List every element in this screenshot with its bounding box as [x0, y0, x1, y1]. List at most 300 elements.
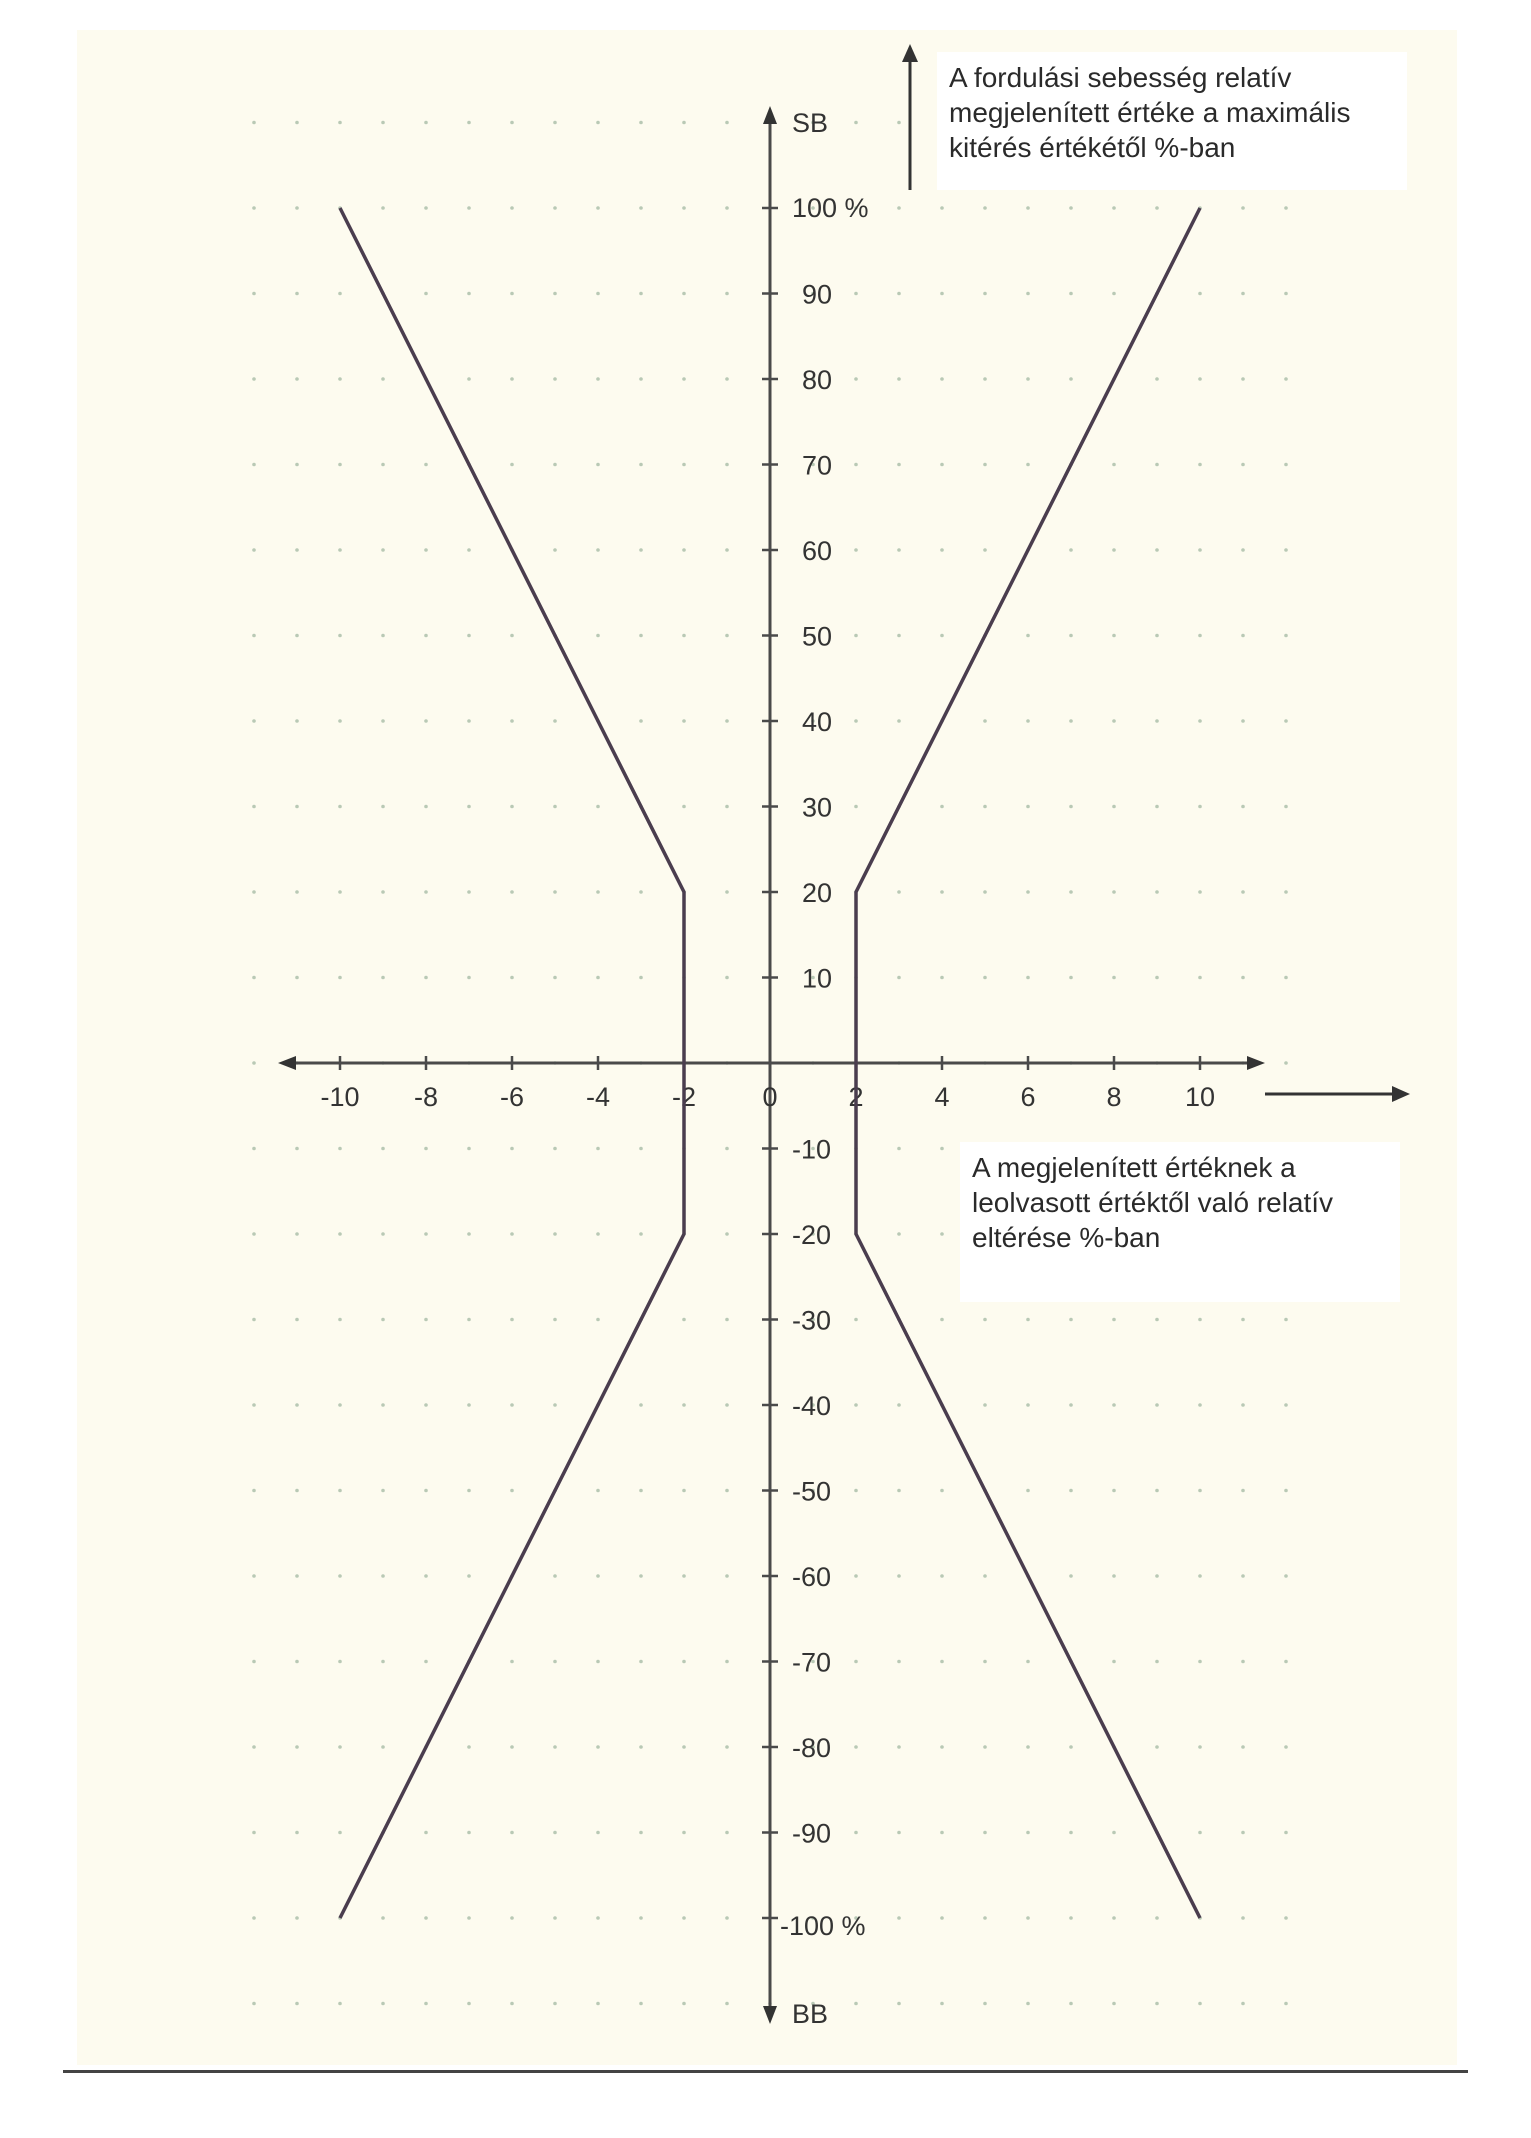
- grid-dot: [1198, 548, 1202, 552]
- grid-dot: [596, 206, 600, 210]
- grid-dot: [467, 805, 471, 809]
- grid-dot: [682, 1318, 686, 1322]
- grid-dot: [338, 1147, 342, 1151]
- grid-dot: [682, 1489, 686, 1493]
- grid-dot: [510, 2002, 514, 2006]
- grid-dot: [854, 463, 858, 467]
- y-tick-label: -20: [792, 1220, 832, 1250]
- grid-dot: [338, 377, 342, 381]
- grid-dot: [639, 1660, 643, 1664]
- grid-dot: [1069, 1489, 1073, 1493]
- grid-dot: [725, 121, 729, 125]
- grid-dot: [295, 634, 299, 638]
- grid-dot: [1155, 2002, 1159, 2006]
- grid-dot: [596, 463, 600, 467]
- grid-dot: [1069, 292, 1073, 296]
- grid-dot: [295, 2002, 299, 2006]
- grid-dot: [1284, 1916, 1288, 1920]
- grid-dot: [1069, 1745, 1073, 1749]
- grid-dot: [424, 719, 428, 723]
- grid-dot: [682, 1745, 686, 1749]
- grid-dot: [1284, 548, 1288, 552]
- grid-dot: [682, 2002, 686, 2006]
- grid-dot: [1026, 1403, 1030, 1407]
- y-tick-label: -50: [792, 1476, 832, 1507]
- grid-dot: [639, 377, 643, 381]
- grid-dot: [295, 292, 299, 296]
- grid-dot: [424, 1916, 428, 1920]
- grid-dot: [1026, 377, 1030, 381]
- grid-dot: [1155, 890, 1159, 894]
- grid-dot: [467, 2002, 471, 2006]
- grid-dot: [1198, 1831, 1202, 1835]
- grid-dot: [639, 719, 643, 723]
- grid-dot: [510, 1403, 514, 1407]
- grid-dot: [510, 121, 514, 125]
- grid-dot: [1112, 2002, 1116, 2006]
- grid-dot: [983, 1403, 987, 1407]
- grid-dot: [725, 634, 729, 638]
- grid-dot: [1241, 377, 1245, 381]
- grid-dot: [983, 1574, 987, 1578]
- grid-dot: [725, 890, 729, 894]
- grid-dot: [897, 1831, 901, 1835]
- grid-dot: [596, 1745, 600, 1749]
- grid-dot: [854, 1745, 858, 1749]
- grid-dot: [682, 805, 686, 809]
- y-tick-label: 10: [802, 963, 833, 994]
- grid-dot: [1112, 548, 1116, 552]
- grid-dot: [897, 121, 901, 125]
- grid-dot: [1069, 206, 1073, 210]
- y-tick-label: -30: [792, 1305, 832, 1336]
- grid-dot: [596, 976, 600, 980]
- grid-dot: [467, 634, 471, 638]
- grid-dot: [1026, 1916, 1030, 1920]
- grid-dot: [1112, 1489, 1116, 1493]
- grid-dot: [424, 976, 428, 980]
- grid-dot: [725, 976, 729, 980]
- grid-dot: [295, 805, 299, 809]
- grid-dot: [1241, 1831, 1245, 1835]
- grid-dot: [1026, 634, 1030, 638]
- grid-dot: [897, 890, 901, 894]
- grid-dot: [553, 292, 557, 296]
- grid-dot: [295, 719, 299, 723]
- grid-dot: [295, 1916, 299, 1920]
- x-tick-label: -4: [585, 1082, 611, 1112]
- grid-dot: [897, 1232, 901, 1236]
- grid-dot: [1284, 1489, 1288, 1493]
- x-description-line: leolvasott értéktől való relatív: [972, 1187, 1334, 1218]
- grid-dot: [1241, 890, 1245, 894]
- grid-dot: [424, 634, 428, 638]
- grid-dot: [295, 1147, 299, 1151]
- grid-dot: [1198, 463, 1202, 467]
- grid-dot: [510, 1318, 514, 1322]
- grid-dot: [725, 1232, 729, 1236]
- grid-dot: [252, 1318, 256, 1322]
- grid-dot: [596, 1232, 600, 1236]
- grid-dot: [338, 292, 342, 296]
- grid-dot: [854, 377, 858, 381]
- grid-dot: [252, 1489, 256, 1493]
- grid-dot: [1069, 2002, 1073, 2006]
- grid-dot: [1026, 976, 1030, 980]
- grid-dot: [639, 976, 643, 980]
- x-tick-label: -2: [671, 1082, 697, 1112]
- grid-dot: [252, 1745, 256, 1749]
- grid-dot: [940, 1489, 944, 1493]
- grid-dot: [1284, 377, 1288, 381]
- grid-dot: [725, 206, 729, 210]
- grid-dot: [381, 1660, 385, 1664]
- grid-dot: [252, 292, 256, 296]
- grid-dot: [897, 1574, 901, 1578]
- grid-dot: [596, 1489, 600, 1493]
- grid-dot: [1155, 463, 1159, 467]
- grid-dot: [725, 2002, 729, 2006]
- grid-dot: [295, 1232, 299, 1236]
- grid-dot: [467, 719, 471, 723]
- x-tick-label: -10: [320, 1082, 360, 1112]
- grid-dot: [940, 634, 944, 638]
- grid-dot: [725, 292, 729, 296]
- grid-dot: [252, 976, 256, 980]
- grid-dot: [1112, 890, 1116, 894]
- grid-dot: [1155, 1318, 1159, 1322]
- y-tick-label: -60: [792, 1562, 832, 1592]
- grid-dot: [1241, 2002, 1245, 2006]
- grid-dot: [252, 1232, 256, 1236]
- grid-dot: [1112, 634, 1116, 638]
- grid-dot: [338, 1318, 342, 1322]
- grid-dot: [467, 292, 471, 296]
- grid-dot: [510, 463, 514, 467]
- grid-dot: [1112, 1318, 1116, 1322]
- grid-dot: [682, 1574, 686, 1578]
- grid-dot: [381, 890, 385, 894]
- grid-dot: [553, 1232, 557, 1236]
- grid-dot: [510, 377, 514, 381]
- grid-dot: [897, 976, 901, 980]
- grid-dot: [596, 548, 600, 552]
- grid-dot: [725, 1745, 729, 1749]
- grid-dot: [553, 377, 557, 381]
- axes: [278, 44, 1410, 2029]
- grid-dot: [940, 1574, 944, 1578]
- grid-dot: [1284, 1318, 1288, 1322]
- y-description-arrowhead: [902, 44, 918, 62]
- grid-dot: [338, 1232, 342, 1236]
- grid-dot: [424, 1489, 428, 1493]
- grid-dot: [940, 1831, 944, 1835]
- grid-dot: [682, 121, 686, 125]
- grid-dot: [1241, 1574, 1245, 1578]
- grid-dot: [1284, 1660, 1288, 1664]
- grid-dot: [1241, 1660, 1245, 1664]
- grid-dot: [940, 548, 944, 552]
- grid-dot: [510, 1489, 514, 1493]
- grid-dot: [940, 377, 944, 381]
- grid-dot: [983, 805, 987, 809]
- grid-dot: [252, 890, 256, 894]
- grid-dot: [1026, 1489, 1030, 1493]
- grid-dot: [1198, 1574, 1202, 1578]
- grid-dot: [725, 1831, 729, 1835]
- y-description-line: kitérés értékétől %-ban: [949, 132, 1236, 163]
- grid-dot: [1284, 2002, 1288, 2006]
- grid-dot: [854, 634, 858, 638]
- y-axis-top-arrow: [763, 106, 777, 124]
- grid-dot: [1284, 1831, 1288, 1835]
- y-tick-label: -80: [792, 1733, 832, 1763]
- grid-dot: [1284, 976, 1288, 980]
- grid-dot: [596, 805, 600, 809]
- grid-dot: [1241, 463, 1245, 467]
- grid-dot: [338, 463, 342, 467]
- grid-dot: [940, 206, 944, 210]
- grid-dot: [252, 463, 256, 467]
- grid-dot: [553, 548, 557, 552]
- grid-dot: [1069, 976, 1073, 980]
- grid-dot: [596, 890, 600, 894]
- grid-dot: [1155, 634, 1159, 638]
- grid-dot: [897, 2002, 901, 2006]
- grid-dot: [854, 719, 858, 723]
- grid-dot: [854, 1831, 858, 1835]
- grid-dot: [467, 206, 471, 210]
- y-bottom-tick-label: -100 %: [780, 1911, 866, 1941]
- grid-dot: [1069, 1574, 1073, 1578]
- grid-dot: [596, 1147, 600, 1151]
- grid-dot: [553, 805, 557, 809]
- grid-dot: [381, 377, 385, 381]
- grid-dot: [639, 634, 643, 638]
- grid-dot: [639, 121, 643, 125]
- grid-dot: [553, 463, 557, 467]
- grid-dot: [1155, 548, 1159, 552]
- x-tick-label: 10: [1184, 1082, 1216, 1112]
- grid-dot: [338, 890, 342, 894]
- grid-dot: [897, 634, 901, 638]
- grid-dot: [725, 1147, 729, 1151]
- grid-dot: [725, 1318, 729, 1322]
- grid-dot: [897, 1745, 901, 1749]
- grid-dot: [252, 1916, 256, 1920]
- grid-dot: [897, 1660, 901, 1664]
- grid-dot: [381, 548, 385, 552]
- y-tick-label: -90: [792, 1818, 832, 1849]
- grid-dot: [639, 1147, 643, 1151]
- grid-dot: [1155, 805, 1159, 809]
- grid-dot: [295, 206, 299, 210]
- grid-dot: [1112, 805, 1116, 809]
- grid-dot: [682, 206, 686, 210]
- grid-dot: [553, 1574, 557, 1578]
- grid-dot: [682, 1403, 686, 1407]
- grid-dot: [252, 377, 256, 381]
- grid-dot: [682, 463, 686, 467]
- grid-dot: [381, 2002, 385, 2006]
- grid-dot: [596, 1318, 600, 1322]
- grid-dot: [682, 548, 686, 552]
- grid-dot: [639, 1489, 643, 1493]
- grid-dot: [1112, 206, 1116, 210]
- grid-dot: [381, 719, 385, 723]
- grid-dot: [983, 1831, 987, 1835]
- grid-dot: [553, 1745, 557, 1749]
- grid-dot: [854, 292, 858, 296]
- grid-dot: [940, 1232, 944, 1236]
- grid-dot: [295, 377, 299, 381]
- y-tick-label: -40: [792, 1391, 832, 1421]
- grid-dot: [1198, 1489, 1202, 1493]
- grid-dot: [553, 1831, 557, 1835]
- grid-dot: [424, 1574, 428, 1578]
- grid-dot: [1284, 805, 1288, 809]
- grid-dot: [1241, 548, 1245, 552]
- grid-dot: [252, 805, 256, 809]
- x-tick-label: 4: [934, 1082, 950, 1112]
- grid-dot: [510, 1232, 514, 1236]
- grid-dot: [682, 1660, 686, 1664]
- grid-dot: [553, 976, 557, 980]
- grid-dot: [1112, 1916, 1116, 1920]
- grid-dot: [510, 292, 514, 296]
- x-description-line: eltérése %-ban: [972, 1222, 1161, 1253]
- grid-dot: [1155, 1745, 1159, 1749]
- grid-dot: [1241, 719, 1245, 723]
- grid-dot: [295, 463, 299, 467]
- grid-dot: [553, 2002, 557, 2006]
- grid-dot: [1155, 1403, 1159, 1407]
- x-tick-label: 2: [848, 1082, 864, 1112]
- grid-dot: [1069, 805, 1073, 809]
- grid-dot: [424, 121, 428, 125]
- grid-dot: [424, 548, 428, 552]
- grid-dot: [940, 1147, 944, 1151]
- y-tick-label: 60: [802, 536, 833, 566]
- grid-dot: [467, 1489, 471, 1493]
- grid-dot: [1241, 1916, 1245, 1920]
- grid-dot: [295, 121, 299, 125]
- grid-dot: [338, 1745, 342, 1749]
- grid-dot: [1198, 1745, 1202, 1749]
- grid-dot: [553, 121, 557, 125]
- grid-dot: [682, 292, 686, 296]
- grid-dot: [252, 1147, 256, 1151]
- grid-dot: [1155, 719, 1159, 723]
- grid-dot: [725, 548, 729, 552]
- grid-dot: [1069, 1831, 1073, 1835]
- grid-dot: [1198, 377, 1202, 381]
- y-tick-label: -70: [792, 1647, 832, 1678]
- grid-dot: [424, 292, 428, 296]
- grid-dot: [897, 719, 901, 723]
- y-axis-top-label: SB: [792, 108, 829, 138]
- grid-dot: [424, 1403, 428, 1407]
- grid-dot: [1069, 634, 1073, 638]
- y-tick-label: -10: [792, 1134, 832, 1165]
- grid-dot: [639, 1574, 643, 1578]
- grid-dot: [424, 2002, 428, 2006]
- grid-dot: [682, 634, 686, 638]
- grid-dot: [381, 1489, 385, 1493]
- grid-dot: [897, 292, 901, 296]
- grid-dot: [854, 1489, 858, 1493]
- grid-dot: [424, 805, 428, 809]
- grid-dot: [510, 206, 514, 210]
- grid-dot: [295, 1489, 299, 1493]
- y-axis-bottom-label: BB: [792, 1999, 829, 2029]
- y-description-line: A fordulási sebesség relatív: [949, 62, 1292, 93]
- grid-dot: [1241, 805, 1245, 809]
- grid-dot: [940, 1916, 944, 1920]
- grid-dot: [897, 206, 901, 210]
- y-axis-description: [937, 52, 1407, 190]
- grid-dot: [1155, 377, 1159, 381]
- grid-dot: [725, 1403, 729, 1407]
- grid-dot: [252, 634, 256, 638]
- grid-dot: [381, 206, 385, 210]
- grid-dot: [510, 719, 514, 723]
- grid-dot: [1198, 634, 1202, 638]
- grid-dot: [467, 976, 471, 980]
- grid-dot: [381, 1403, 385, 1407]
- grid-dot: [1069, 1403, 1073, 1407]
- grid-dot: [295, 976, 299, 980]
- grid-dot: [467, 1916, 471, 1920]
- grid-dot: [983, 548, 987, 552]
- y-top-tick-label: 100 %: [792, 193, 869, 223]
- x-axis-left-arrow: [278, 1056, 296, 1070]
- grid-dot: [1198, 1403, 1202, 1407]
- grid-dot: [940, 1745, 944, 1749]
- grid-dot: [467, 1574, 471, 1578]
- grid-dot: [682, 377, 686, 381]
- grid-dot: [252, 548, 256, 552]
- grid-dot: [639, 1232, 643, 1236]
- grid-dot: [424, 463, 428, 467]
- grid-dot: [596, 1574, 600, 1578]
- grid-dot: [983, 1660, 987, 1664]
- grid-dot: [424, 1831, 428, 1835]
- grid-dot: [338, 1831, 342, 1835]
- x-tick-label: -6: [499, 1082, 525, 1112]
- grid-dot: [1069, 377, 1073, 381]
- x-tick-label: 0: [762, 1082, 778, 1112]
- grid-dot: [854, 805, 858, 809]
- grid-dot: [338, 976, 342, 980]
- grid-dot: [940, 890, 944, 894]
- grid-dot: [553, 1147, 557, 1151]
- grid-dot: [725, 1916, 729, 1920]
- grid-dot: [381, 976, 385, 980]
- grid-dot: [467, 1831, 471, 1835]
- grid-dot: [639, 1403, 643, 1407]
- grid-dot: [381, 1745, 385, 1749]
- grid-dot: [1026, 1831, 1030, 1835]
- grid-dot: [854, 121, 858, 125]
- grid-dot: [854, 548, 858, 552]
- grid-dot: [983, 1745, 987, 1749]
- x-axis-right-arrow: [1247, 1056, 1265, 1070]
- grid-dot: [940, 1318, 944, 1322]
- grid-dot: [854, 1318, 858, 1322]
- grid-dot: [510, 1660, 514, 1664]
- grid-dot: [854, 1574, 858, 1578]
